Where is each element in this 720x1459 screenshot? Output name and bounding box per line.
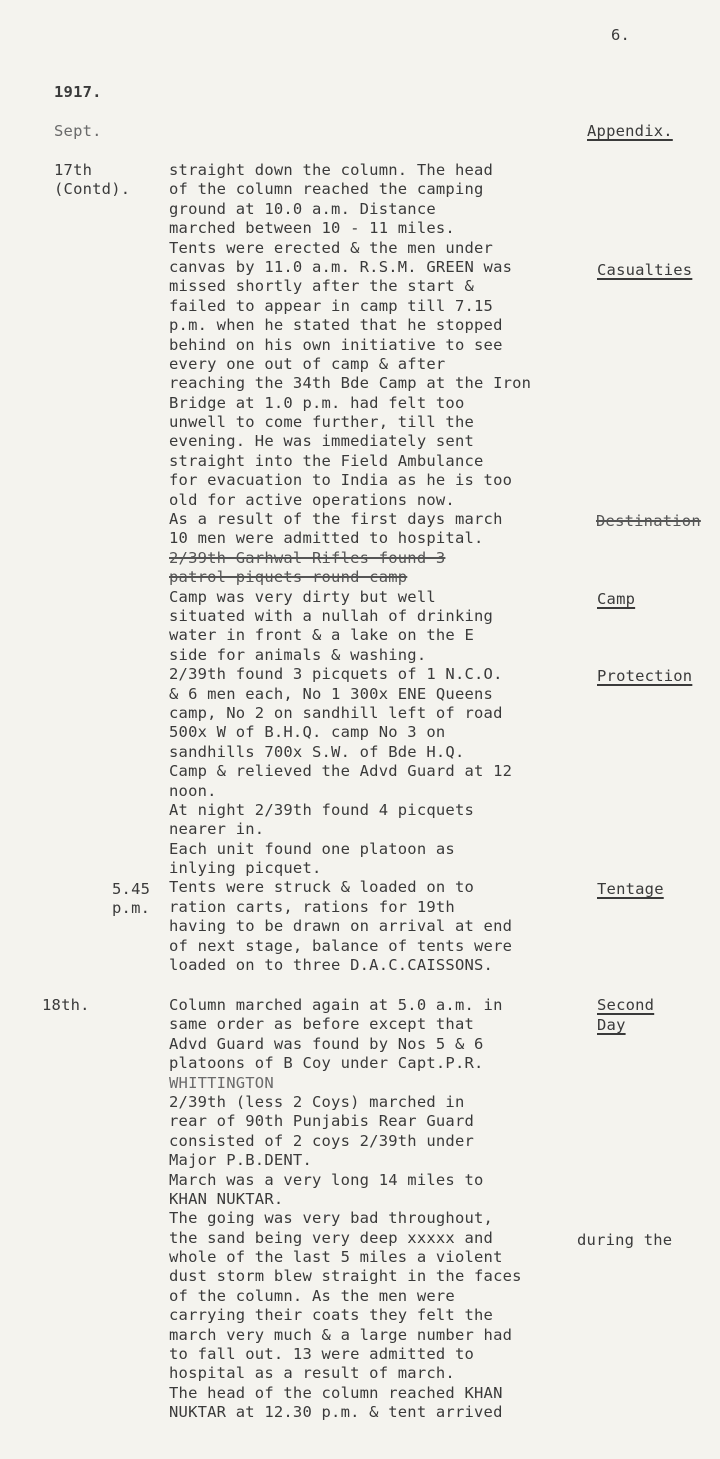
text-line: platoons of B Coy under Capt.P.R.	[169, 1054, 484, 1073]
text-line: water in front & a lake on the E	[169, 626, 475, 645]
text-line: of the column. As the men were	[169, 1286, 455, 1305]
text-line: Camp & relieved the Advd Guard at 12	[169, 762, 513, 781]
text-line: straight into the Field Ambulance	[169, 451, 484, 470]
text-line: Camp was very dirty but well	[169, 587, 436, 606]
text-line: side for animals & washing.	[169, 645, 427, 664]
text-line: ground at 10.0 a.m. Distance	[169, 199, 436, 218]
note-during-the: during the	[577, 1231, 673, 1249]
text-line: loaded on to three D.A.C.CAISSONS.	[169, 956, 494, 975]
text-line: canvas by 11.0 a.m. R.S.M. GREEN was	[169, 257, 513, 276]
text-line: hospital as a result of march.	[169, 1364, 455, 1383]
text-line: WHITTINGTON	[169, 1073, 274, 1092]
note-day: Day	[597, 1016, 626, 1034]
text-line: behind on his own initiative to see	[169, 335, 503, 354]
text-line: inlying picquet.	[169, 859, 322, 878]
text-line: ration carts, rations for 19th	[169, 897, 455, 916]
text-line: NUKTAR at 12.30 p.m. & tent arrived	[169, 1403, 503, 1422]
text-line: As a result of the first days march	[169, 510, 503, 529]
text-line: 2/39th (less 2 Coys) marched in	[169, 1092, 465, 1111]
text-line: rear of 90th Punjabis Rear Guard	[169, 1112, 475, 1131]
text-line: Tents were erected & the men under	[169, 238, 494, 257]
note-destination: Destination	[596, 512, 701, 530]
text-line: camp, No 2 on sandhill left of road	[169, 703, 503, 722]
month-heading: Sept.	[54, 122, 102, 140]
text-line: The going was very bad throughout,	[169, 1209, 494, 1228]
text-line: evening. He was immediately sent	[169, 432, 475, 451]
text-line: reaching the 34th Bde Camp at the Iron	[169, 374, 532, 393]
struck-line: patrol piquets round camp	[169, 568, 408, 587]
time-545: 5.45	[112, 880, 151, 898]
text-line: 10 men were admitted to hospital.	[169, 529, 484, 548]
text-line: dust storm blew straight in the faces	[169, 1267, 522, 1286]
text-line: failed to appear in camp till 7.15	[169, 296, 494, 315]
year-heading: 1917.	[54, 83, 102, 101]
text-line: missed shortly after the start &	[169, 277, 475, 296]
text-line: old for active operations now.	[169, 490, 455, 509]
appendix-heading: Appendix.	[587, 122, 673, 140]
page-number: 6.	[611, 26, 631, 44]
note-casualties: Casualties	[597, 261, 693, 279]
text-line: Each unit found one platoon as	[169, 839, 455, 858]
text-line: Advd Guard was found by Nos 5 & 6	[169, 1034, 484, 1053]
date-18th: 18th.	[42, 996, 90, 1014]
text-line: same order as before except that	[169, 1015, 475, 1034]
text-line: carrying their coats they felt the	[169, 1306, 494, 1325]
text-line: every one out of camp & after	[169, 354, 446, 373]
text-line: whole of the last 5 miles a violent	[169, 1248, 503, 1267]
text-line: straight down the column. The head	[169, 161, 494, 179]
time-pm: p.m.	[112, 899, 151, 917]
struck-line: 2/39th Garhwal Rifles found 3	[169, 548, 446, 567]
note-tentage: Tentage	[597, 880, 664, 898]
date-17th: 17th	[54, 161, 93, 179]
text-line: the sand being very deep xxxxx and	[169, 1228, 494, 1247]
note-second: Second	[597, 996, 655, 1014]
text-line: Bridge at 1.0 p.m. had felt too	[169, 393, 465, 412]
text-line: At night 2/39th found 4 picquets	[169, 800, 475, 819]
entry-17th-body	[169, 161, 531, 975]
text-line: for evacuation to India as he is too	[169, 471, 513, 490]
text-line: 500x W of B.H.Q. camp No 3 on	[169, 723, 446, 742]
note-camp: Camp	[597, 590, 636, 608]
text-line: KHAN NUKTAR.	[169, 1189, 284, 1208]
entry-18th-body	[169, 996, 522, 1423]
text-line: p.m. when he stated that he stopped	[169, 316, 503, 335]
note-protection: Protection	[597, 667, 693, 685]
text-line: nearer in.	[169, 820, 265, 839]
date-17th-contd: (Contd).	[54, 180, 131, 198]
text-line: Tents were struck & loaded on to	[169, 878, 475, 897]
text-line: & 6 men each, No 1 300x ENE Queens	[169, 684, 494, 703]
text-line: march very much & a large number had	[169, 1325, 513, 1344]
text-line: Column marched again at 5.0 a.m. in	[169, 996, 503, 1014]
text-line: marched between 10 - 11 miles.	[169, 219, 455, 238]
text-line: March was a very long 14 miles to	[169, 1170, 484, 1189]
text-line: of next stage, balance of tents were	[169, 936, 513, 955]
text-line: having to be drawn on arrival at end	[169, 917, 513, 936]
text-line: to fall out. 13 were admitted to	[169, 1345, 475, 1364]
text-line: 2/39th found 3 picquets of 1 N.C.O.	[169, 665, 503, 684]
text-line: unwell to come further, till the	[169, 413, 475, 432]
text-line: sandhills 700x S.W. of Bde H.Q.	[169, 742, 465, 761]
text-line: consisted of 2 coys 2/39th under	[169, 1131, 475, 1150]
text-line: The head of the column reached KHAN	[169, 1383, 503, 1402]
text-line: noon.	[169, 781, 217, 800]
text-line: Major P.B.DENT.	[169, 1151, 312, 1170]
text-line: situated with a nullah of drinking	[169, 606, 494, 625]
text-line: of the column reached the camping	[169, 180, 484, 199]
